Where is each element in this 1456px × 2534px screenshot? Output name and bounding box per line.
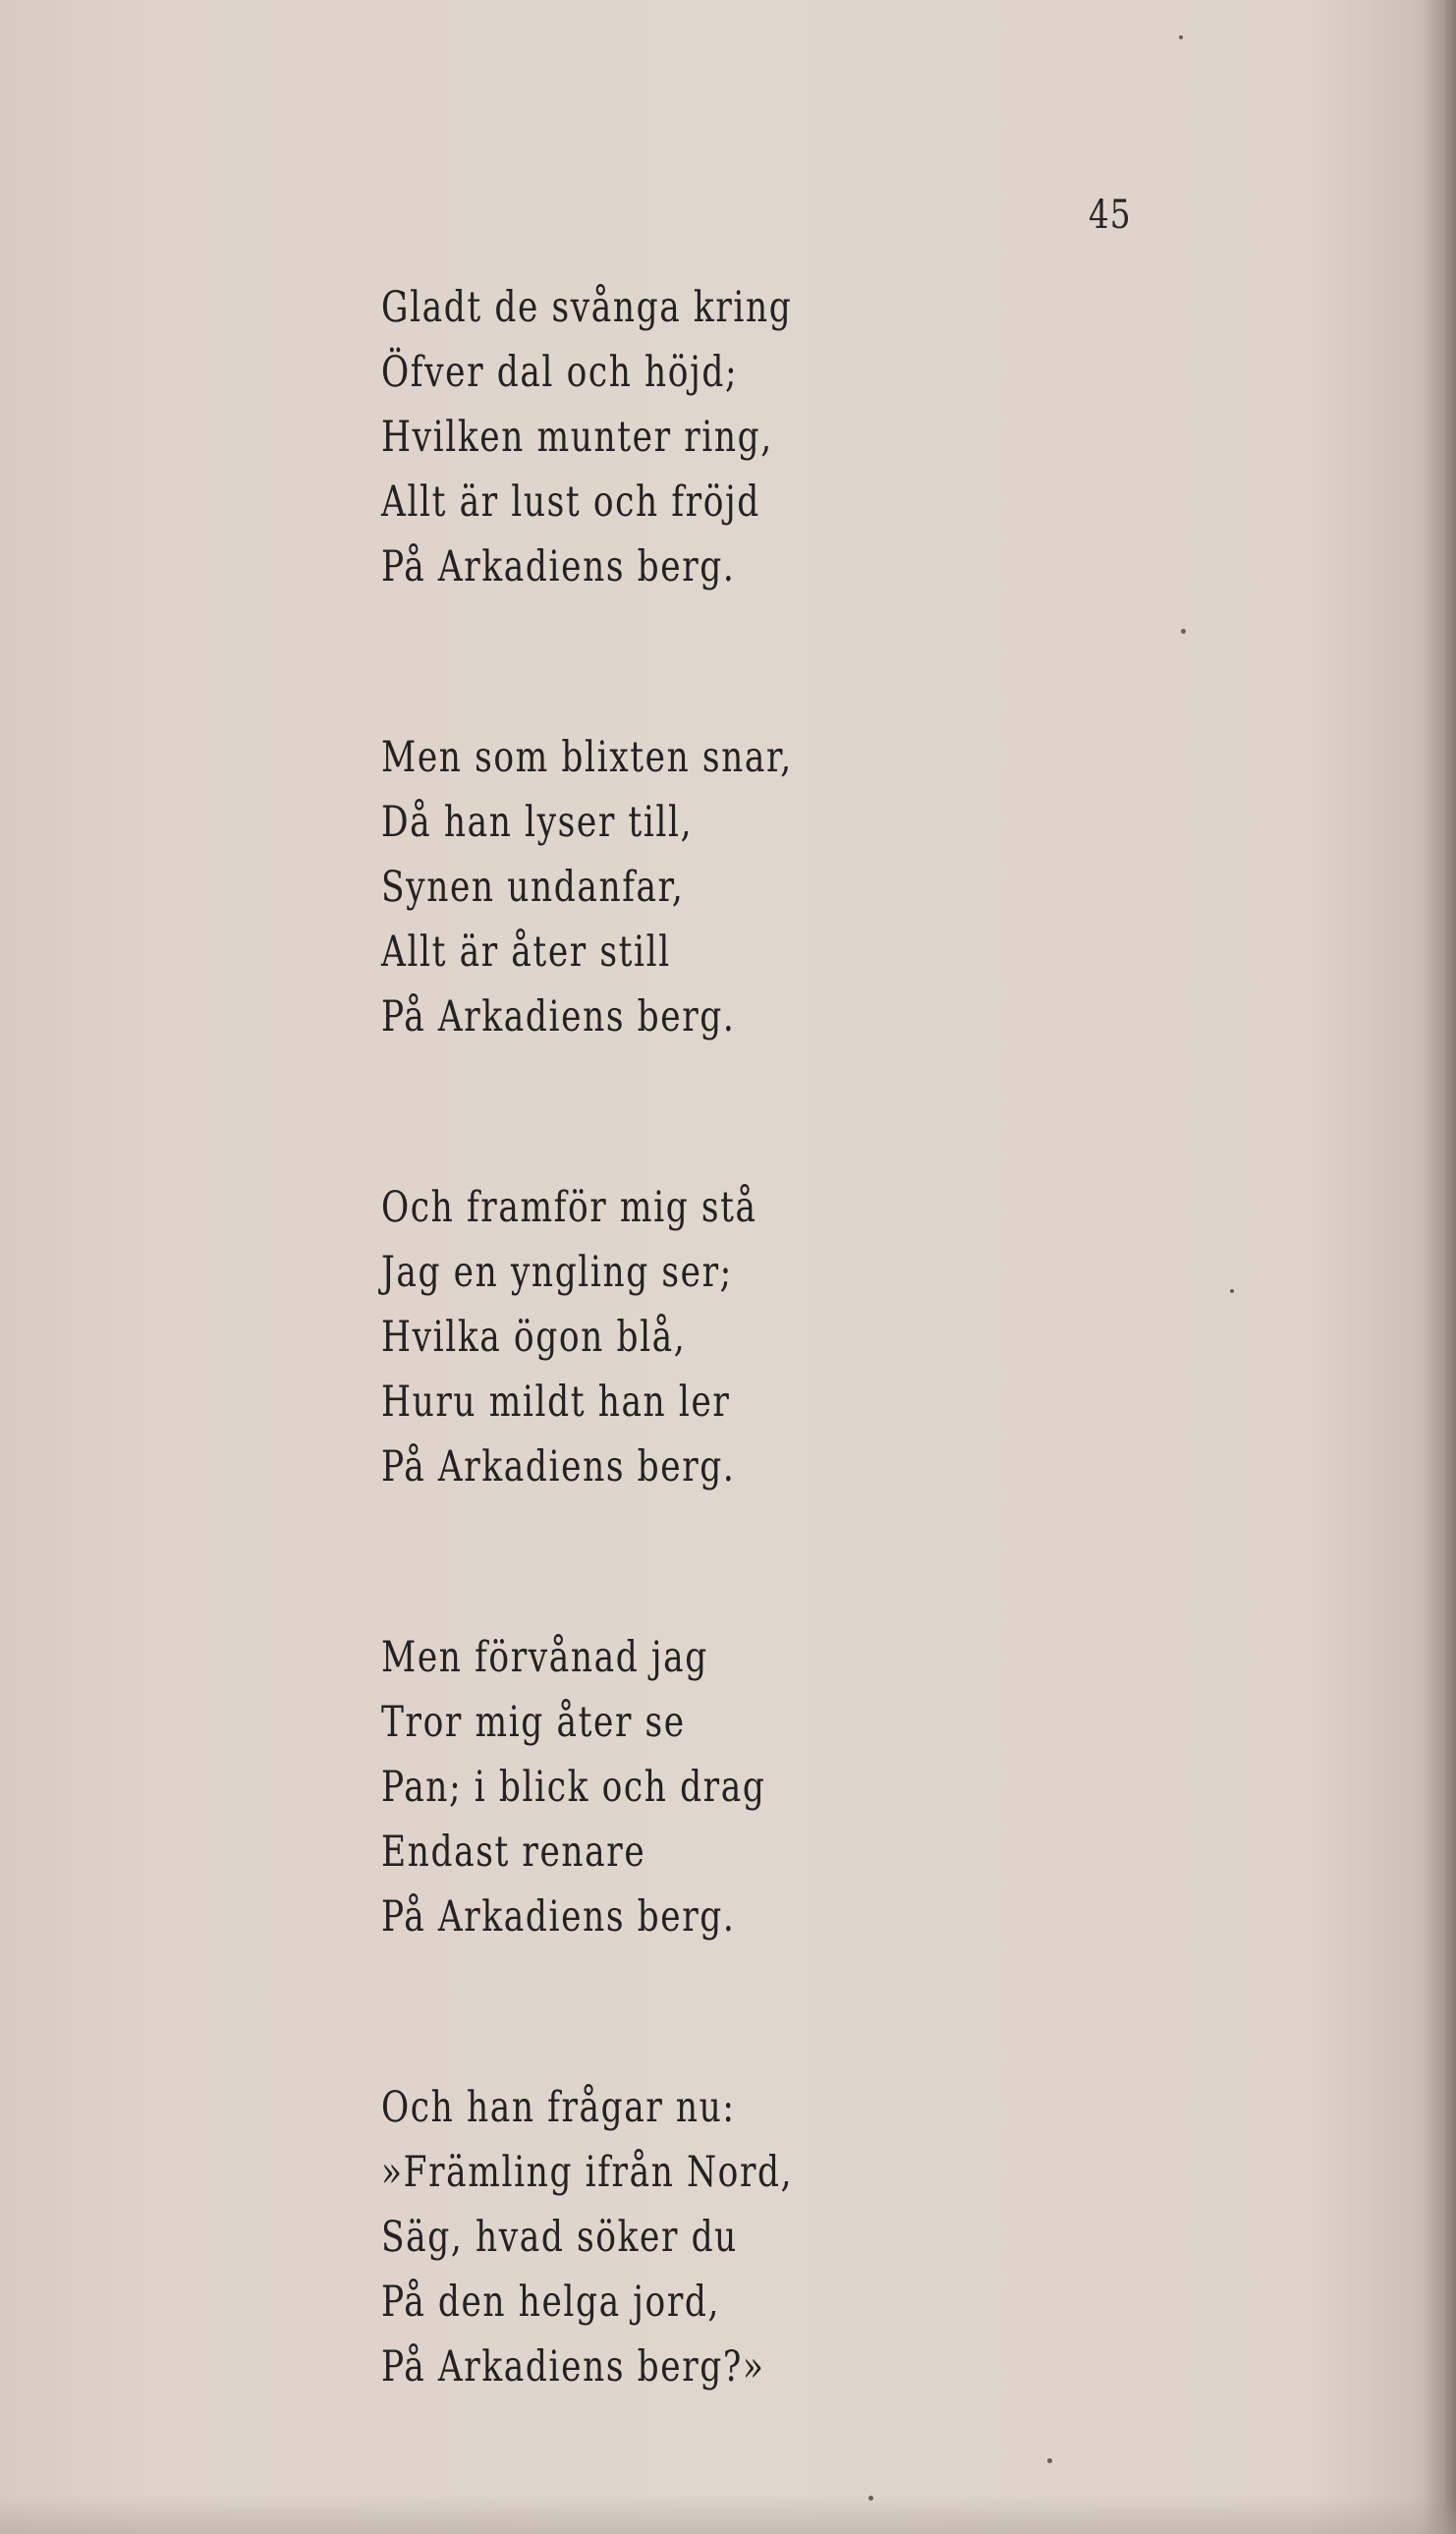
poem-line: Hvilken munter ring, bbox=[381, 413, 773, 462]
paper-speck bbox=[1179, 35, 1183, 39]
poem-line: På Arkadiens berg?» bbox=[381, 2342, 765, 2392]
poem-line: Gladt de svånga kring bbox=[381, 283, 793, 332]
poem-line: Då han lyser till, bbox=[381, 798, 694, 847]
poem-line: Och han frågar nu: bbox=[381, 2083, 736, 2132]
paper-speck bbox=[1047, 2458, 1052, 2463]
poem-line: På Arkadiens berg. bbox=[381, 542, 736, 591]
poem-line: På Arkadiens berg. bbox=[381, 1892, 736, 1942]
page-gutter-shadow bbox=[1423, 0, 1456, 2534]
poem-line: Hvilka ögon blå, bbox=[381, 1313, 687, 1362]
poem-line: Säg, hvad söker du bbox=[381, 2213, 738, 2262]
poem bbox=[381, 275, 931, 2525]
poem-line: Allt är åter still bbox=[381, 928, 671, 977]
paper-speck bbox=[1230, 1289, 1234, 1293]
poem-line: Och framför mig stå bbox=[381, 1183, 757, 1232]
stanza-5 bbox=[381, 2075, 931, 2399]
poem-line: På den helga jord, bbox=[381, 2278, 721, 2327]
poem-line: På Arkadiens berg. bbox=[381, 1442, 736, 1492]
poem-line: Pan; i blick och drag bbox=[381, 1763, 766, 1812]
paper-speck bbox=[1181, 629, 1186, 634]
poem-line: Huru mildt han ler bbox=[381, 1378, 731, 1427]
stanza-1 bbox=[381, 275, 931, 599]
stanza-2 bbox=[381, 725, 931, 1049]
poem-line: Men som blixten snar, bbox=[381, 733, 793, 782]
poem-line: Synen undanfar, bbox=[381, 863, 685, 912]
poem-line: Endast renare bbox=[381, 1828, 646, 1877]
page-number: 45 bbox=[1089, 193, 1132, 238]
poem-line: »Främling ifrån Nord, bbox=[381, 2148, 794, 2197]
poem-line: Men förvånad jag bbox=[381, 1633, 708, 1682]
poem-line: På Arkadiens berg. bbox=[381, 992, 736, 1042]
poem-line: Jag en yngling ser; bbox=[381, 1248, 733, 1297]
poem-line: Allt är lust och fröjd bbox=[381, 478, 760, 527]
stanza-3 bbox=[381, 1175, 931, 1499]
poem-line: Öfver dal och höjd; bbox=[381, 348, 739, 397]
poem-line: Tror mig åter se bbox=[381, 1698, 686, 1747]
stanza-4 bbox=[381, 1625, 931, 1949]
